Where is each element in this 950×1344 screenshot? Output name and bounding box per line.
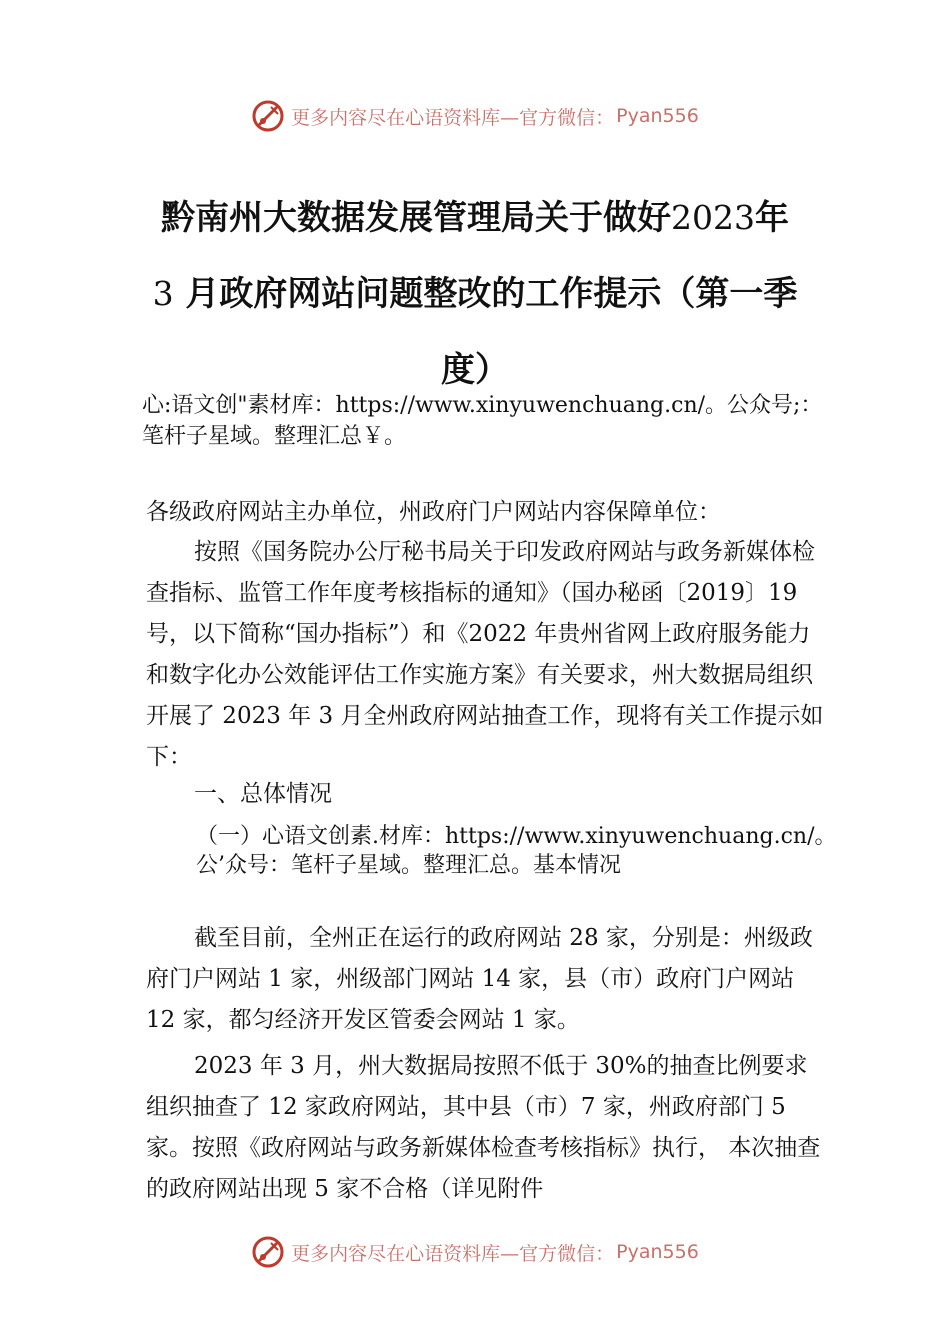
banner-text: 更多内容尽在心语资料库—官方微信： <box>291 1242 615 1265</box>
paragraph-1: 按照《国务院办公厅秘书局关于印发政府网站与政务新媒体检查指标、监管工作年度考核指标的通知》（国办秘函〔2019〕19 号，以下简称“国办指标”）和《2022 年贵州省网上政府服务能力和数字化办公效能评估工作实施方案》有关要求，州大数据局组织开展了 2023 年 3 月全州政府网站抽查工作，现将有关工作提示如下： <box>146 539 824 770</box>
banner-wechat-id: Pyan556 <box>616 1241 699 1263</box>
source-note: 心:语文创"素材库：https://www.xinyuwenchuang.cn/。公众号;：笔杆子星域。整理汇总￥。 <box>142 393 823 449</box>
title-line-3: 度） <box>441 350 509 390</box>
banner-text: 更多内容尽在心语资料库—官方微信： <box>291 106 615 129</box>
document-title <box>110 180 840 408</box>
footer-watermark-banner <box>0 1232 950 1272</box>
header-watermark-banner <box>0 96 950 136</box>
banner-wechat-id: Pyan556 <box>616 105 699 127</box>
salutation: 各级政府网站主办单位，州政府门户网站内容保障单位： <box>146 499 721 525</box>
title-line-1: 黔南州大数据发展管理局关于做好2023年 <box>161 198 789 238</box>
title-line-2: 3 月政府网站问题整改的工作提示（第一季 <box>152 274 798 314</box>
heading-basic-situation: （一）心语文创素.材库：https://www.xinyuwenchuang.cn/。公’众号：笔杆子星域。整理汇总。基本情况 <box>196 824 837 878</box>
pen-seal-icon <box>251 1235 285 1269</box>
heading-overview: 一、总体情况 <box>194 781 332 807</box>
paragraph-2: 截至目前，全州正在运行的政府网站 28 家，分别是：州级政府门户网站 1 家，州级部门网站 14 家，县（市）政府门户网站 12 家，都匀经济开发区管委会网站 1 家。 <box>146 925 813 1033</box>
paragraph-3: 2023 年 3 月，州大数据局按照不低于 30%的抽查比例要求组织抽查了 12 家政府网站，其中县（市）7 家，州政府部门 5 家。按照《政府网站与政务新媒体检查考核指标》执行， 本次抽查的政府网站出现 5 家不合格（详见附件 <box>146 1053 821 1202</box>
pen-seal-icon <box>251 99 285 133</box>
